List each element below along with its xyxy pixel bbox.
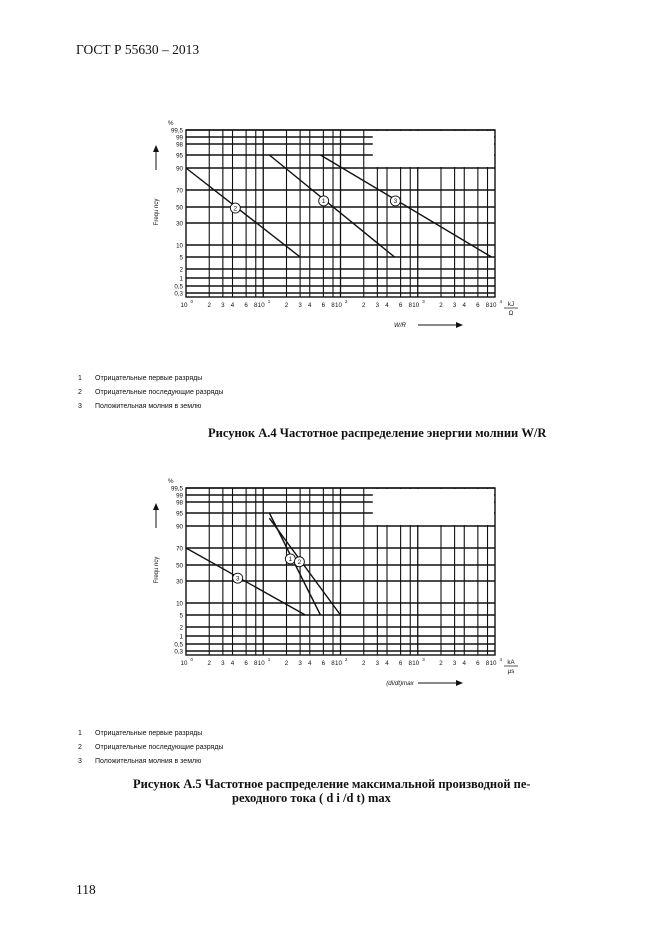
series-label-2: 2 (233, 205, 238, 213)
series-label-2: 2 (297, 559, 302, 567)
y-tick-label: 0,5 (174, 641, 183, 649)
x-tick-label: 4 (462, 660, 466, 667)
x-tick-label: 2 (284, 660, 289, 667)
x-tick-label: 3 (375, 660, 380, 667)
x-tick-label: 6 (244, 302, 248, 309)
legend-item (78, 755, 223, 769)
x-tick-label: 2 (362, 302, 366, 309)
y-tick-label: 0,3 (174, 648, 183, 656)
figure-a4-legend (78, 372, 223, 414)
legend-text: Отрицательные первые разряды (95, 375, 203, 382)
y-tick-label: 98 (176, 499, 183, 507)
y-tick-label: 0,5 (174, 283, 183, 291)
x-axis-label: W/R (393, 322, 407, 329)
legend-text: Отрицательные первые разряды (95, 730, 203, 737)
series-label-3: 3 (235, 575, 240, 583)
x-tick-label: 3 (452, 660, 457, 667)
y-tick-label: 10 (176, 242, 183, 250)
x-tick-exponent: 3 (422, 299, 425, 304)
chart-energy-distribution (150, 112, 530, 334)
x-axis-label: (di/dt)max (386, 680, 414, 687)
x-tick-label: 8 (408, 302, 412, 309)
x-tick-label: 2 (284, 302, 289, 309)
y-axis-arrowhead (153, 145, 159, 152)
y-tick-label: 5 (179, 254, 183, 262)
x-tick-label: 4 (308, 660, 312, 667)
x-tick-label: 8 (331, 302, 335, 309)
y-tick-label: 2 (179, 266, 183, 274)
legend-text: Положительная молния в землю (95, 758, 202, 765)
blank-area (373, 131, 494, 167)
legend-number: 2 (78, 389, 82, 396)
y-tick-label: 0,3 (174, 290, 183, 298)
x-tick-label: 8 (254, 302, 258, 309)
x-tick-label: 10 (180, 302, 188, 309)
page-number: 118 (76, 882, 96, 897)
legend-item (78, 400, 223, 414)
x-tick-label: 3 (221, 302, 225, 309)
x-tick-label: 2 (207, 302, 211, 309)
y-tick-label: 30 (176, 578, 183, 586)
legend-number: 2 (78, 744, 82, 751)
document-header: ГОСТ Р 55630 – 2013 (76, 42, 200, 57)
x-tick-exponent: 0 (190, 299, 194, 304)
y-tick-label: 95 (176, 152, 183, 160)
chart-current-derivative-distribution (150, 470, 530, 692)
legend-item (78, 741, 223, 755)
blank-area (373, 489, 494, 525)
x-unit-denominator: Ω (508, 310, 514, 317)
y-tick-label: 2 (179, 624, 183, 632)
legend-number: 3 (78, 403, 82, 410)
x-tick-exponent: 1 (267, 299, 271, 304)
x-tick-label: 10 (412, 302, 420, 309)
y-tick-label: 1 (179, 633, 183, 641)
y-tick-label: 99,5 (170, 127, 183, 135)
x-tick-exponent: 2 (345, 299, 348, 304)
x-tick-label: 10 (180, 660, 188, 667)
x-tick-exponent: 3 (422, 657, 425, 662)
x-tick-label: 4 (308, 302, 312, 309)
series-label-1: 1 (321, 198, 326, 206)
x-tick-exponent: 4 (499, 657, 503, 662)
x-tick-label: 6 (398, 302, 403, 309)
x-tick-label: 6 (476, 302, 480, 309)
x-tick-exponent: 4 (499, 299, 503, 304)
y-tick-label: 95 (176, 510, 183, 518)
series-line-1 (269, 155, 394, 257)
x-tick-label: 3 (452, 302, 457, 309)
y-tick-label: 99,5 (170, 485, 183, 493)
legend-text: Отрицательные последующие разряды (95, 389, 224, 396)
y-tick-label: 50 (176, 562, 183, 570)
figure-a4-caption: Рисунок А.4 Частотное распределение энергии молнии W/R (208, 426, 547, 440)
figure-a5-caption-line1: Рисунок А.5 Частотное распределение максимальной производной пе- (133, 777, 531, 791)
y-tick-label: 99 (176, 492, 183, 500)
series-label-1: 1 (288, 556, 293, 564)
x-tick-label: 3 (221, 660, 225, 667)
x-unit-denominator: μs (507, 668, 515, 675)
x-tick-label: 8 (331, 660, 335, 667)
x-tick-exponent: 0 (190, 657, 194, 662)
y-tick-label: 1 (179, 275, 183, 283)
y-tick-label: 50 (176, 204, 183, 212)
x-tick-label: 6 (321, 660, 326, 667)
legend-number: 1 (78, 730, 82, 737)
figure-a5-caption-line2: реходного тока ( d i /d t) max (232, 791, 391, 805)
y-tick-label: 90 (176, 165, 183, 173)
y-tick-label: 99 (176, 134, 183, 142)
x-tick-label: 2 (207, 660, 211, 667)
x-tick-label: 10 (489, 660, 497, 667)
x-unit-numerator: kA (507, 659, 515, 666)
x-tick-label: 3 (298, 302, 302, 309)
y-tick-label: 10 (176, 600, 183, 608)
legend-item (78, 372, 223, 386)
y-tick-label: 90 (176, 523, 183, 531)
y-tick-label: 98 (176, 141, 183, 149)
y-tick-label: 5 (179, 612, 183, 620)
x-tick-label: 6 (321, 302, 326, 309)
x-unit-numerator: kJ (507, 301, 515, 308)
x-tick-label: 6 (244, 660, 248, 667)
legend-text: Отрицательные последующие разряды (95, 744, 224, 751)
y-unit-label: % (168, 478, 174, 485)
x-tick-label: 4 (385, 660, 389, 667)
x-tick-label: 3 (298, 660, 302, 667)
legend-item (78, 386, 223, 400)
x-tick-label: 10 (489, 302, 497, 309)
series-line-3 (320, 155, 491, 257)
figure-a5-legend (78, 727, 223, 769)
x-tick-label: 8 (254, 660, 258, 667)
x-axis-arrowhead (456, 322, 463, 328)
x-axis-arrowhead (456, 680, 463, 686)
legend-number: 3 (78, 758, 82, 765)
legend-item (78, 727, 223, 741)
x-tick-label: 2 (439, 302, 443, 309)
series-label-3: 3 (393, 198, 398, 206)
x-tick-label: 10 (412, 660, 420, 667)
x-tick-label: 3 (375, 302, 380, 309)
x-tick-label: 8 (408, 660, 412, 667)
y-tick-label: 70 (176, 187, 183, 195)
x-tick-label: 10 (335, 302, 342, 309)
y-unit-label: % (168, 120, 174, 127)
y-axis-label: Frequ ncy (154, 556, 160, 584)
x-tick-label: 2 (439, 660, 443, 667)
x-tick-label: 2 (362, 660, 366, 667)
x-tick-label: 10 (257, 302, 265, 309)
x-tick-label: 4 (230, 660, 235, 667)
legend-number: 1 (78, 375, 82, 382)
x-tick-label: 4 (462, 302, 466, 309)
x-tick-label: 8 (485, 302, 490, 309)
x-tick-label: 10 (335, 660, 342, 667)
x-tick-label: 4 (385, 302, 389, 309)
x-tick-label: 8 (485, 660, 490, 667)
x-tick-label: 4 (230, 302, 235, 309)
y-tick-label: 30 (176, 220, 183, 228)
y-axis-arrowhead (153, 503, 159, 510)
legend-text: Положительная молния в землю (95, 403, 202, 410)
x-tick-label: 10 (257, 660, 265, 667)
y-axis-label: Frequ ncy (154, 198, 160, 226)
x-tick-exponent: 2 (345, 657, 348, 662)
series-line-2 (186, 168, 300, 257)
x-tick-label: 6 (476, 660, 480, 667)
x-tick-label: 6 (398, 660, 403, 667)
y-tick-label: 70 (176, 545, 183, 553)
x-tick-exponent: 1 (267, 657, 271, 662)
